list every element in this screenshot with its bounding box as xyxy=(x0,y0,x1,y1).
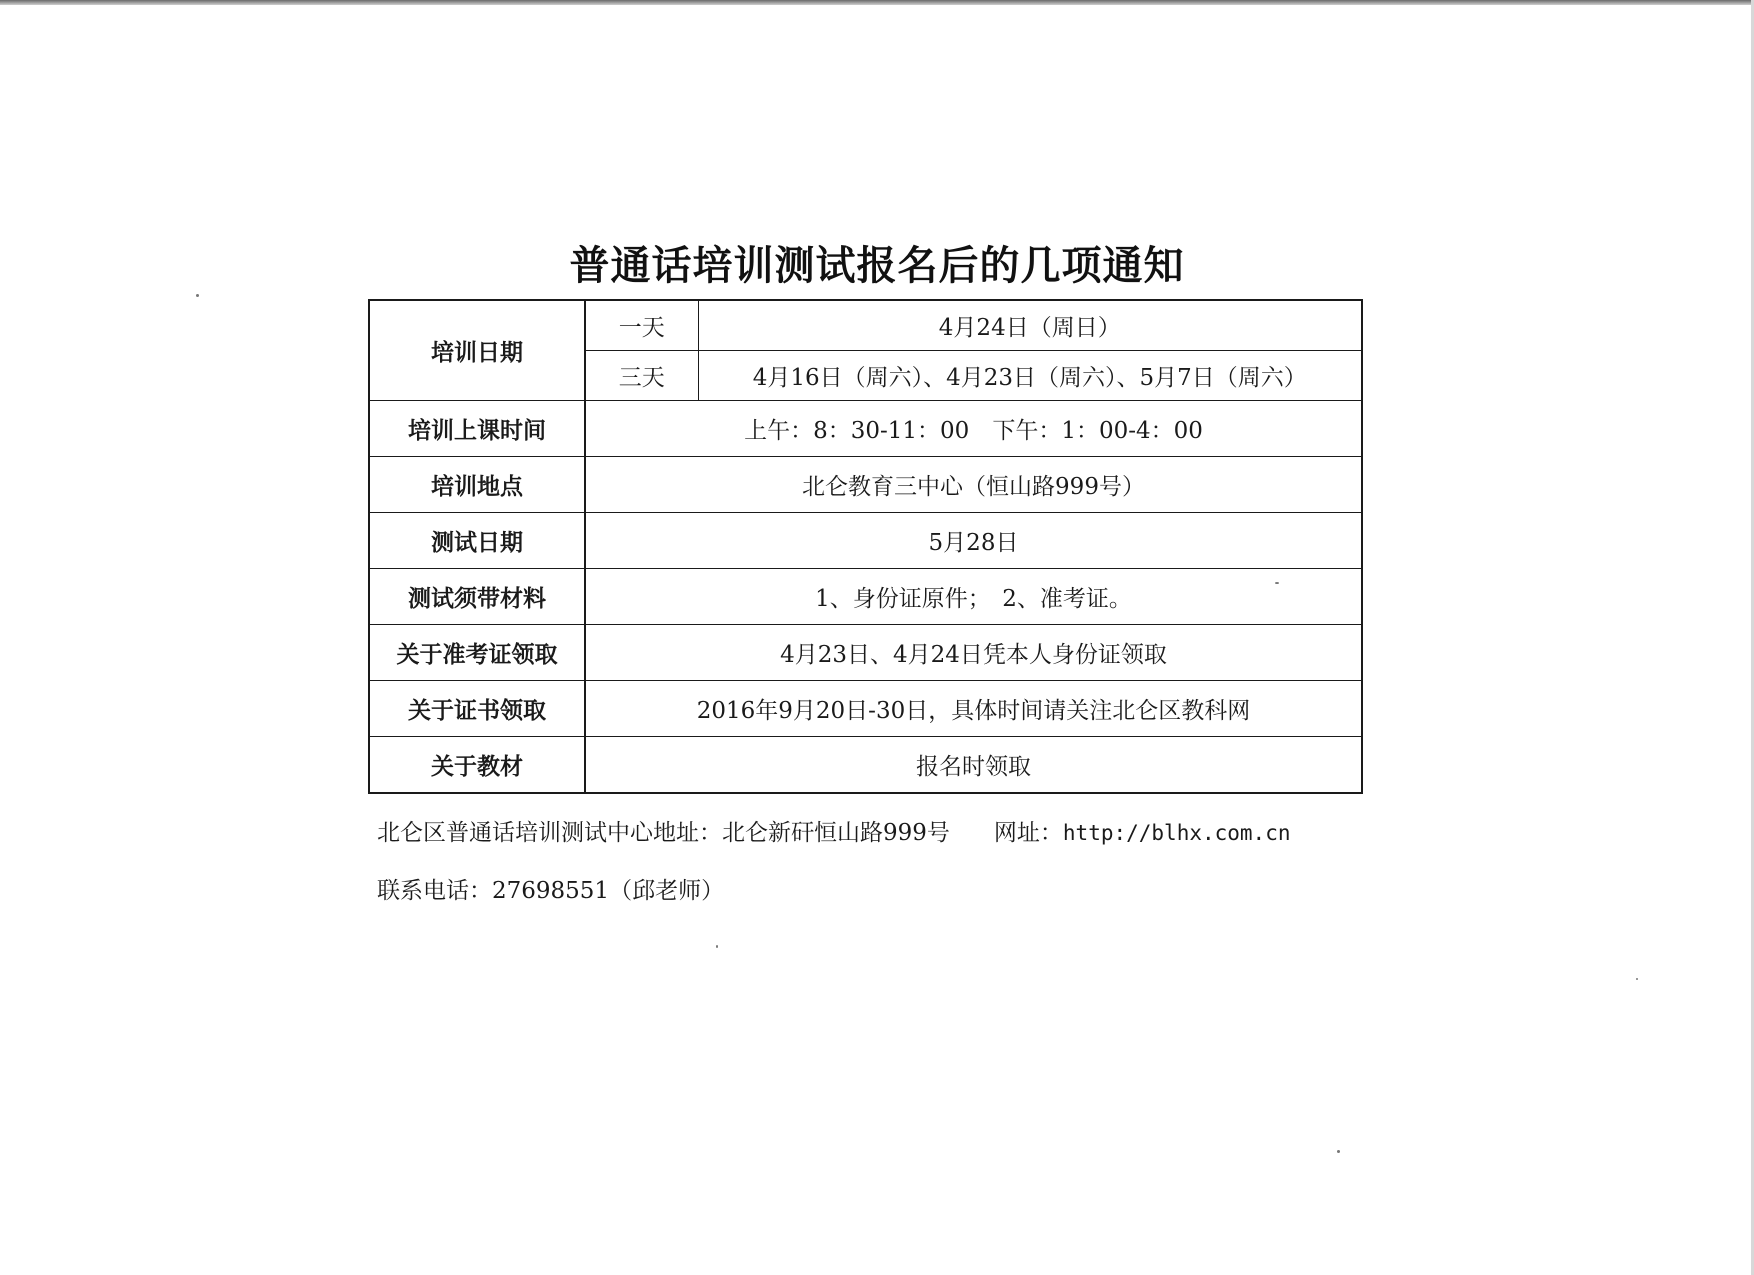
scan-speck xyxy=(1636,978,1638,980)
footer-address-line xyxy=(377,814,1290,847)
textbook-value: 报名时领取 xyxy=(585,737,1362,794)
table-row-training-location xyxy=(369,457,1362,513)
training-date-label: 培训日期 xyxy=(369,300,585,401)
table-row-training-date-1 xyxy=(369,300,1362,351)
test-date-value: 5月28日 xyxy=(585,513,1362,569)
notice-table xyxy=(368,299,1363,794)
test-date-label: 测试日期 xyxy=(369,513,585,569)
test-materials-label: 测试须带材料 xyxy=(369,569,585,625)
center-address: 北仑区普通话培训测试中心地址：北仑新矸恒山路999号 xyxy=(377,820,950,846)
table-row-textbook xyxy=(369,737,1362,794)
training-date-option-three-days: 三天 xyxy=(585,351,698,401)
table-row-test-date xyxy=(369,513,1362,569)
training-location-value: 北仑教育三中心（恒山路999号） xyxy=(585,457,1362,513)
class-time-value: 上午：8：30-11：00 下午：1：00-4：00 xyxy=(585,401,1362,457)
admission-ticket-label: 关于准考证领取 xyxy=(369,625,585,681)
training-location-label: 培训地点 xyxy=(369,457,585,513)
training-date-one-day-value: 4月24日（周日） xyxy=(698,300,1362,351)
scan-speck xyxy=(716,945,718,948)
table-row-class-time xyxy=(369,401,1362,457)
footer-phone: 联系电话：27698551（邱老师） xyxy=(377,878,725,904)
scan-speck xyxy=(1275,582,1279,584)
table-row-admission-ticket xyxy=(369,625,1362,681)
certificate-value: 2016年9月20日-30日，具体时间请关注北仑区教科网 xyxy=(585,681,1362,737)
admission-ticket-value: 4月23日、4月24日凭本人身份证领取 xyxy=(585,625,1362,681)
class-time-label: 培训上课时间 xyxy=(369,401,585,457)
table-row-certificate xyxy=(369,681,1362,737)
test-materials-value: 1、身份证原件； 2、准考证。 xyxy=(585,569,1362,625)
scan-speck xyxy=(1337,1150,1340,1153)
table-row-test-materials xyxy=(369,569,1362,625)
website-link[interactable]: http://blhx.com.cn xyxy=(1062,821,1291,845)
scan-top-edge xyxy=(0,0,1754,5)
certificate-label: 关于证书领取 xyxy=(369,681,585,737)
website-label: 网址： xyxy=(993,820,1063,846)
training-date-option-one-day: 一天 xyxy=(585,300,698,351)
training-date-three-days-value: 4月16日（周六）、4月23日（周六）、5月7日（周六） xyxy=(698,351,1362,401)
textbook-label: 关于教材 xyxy=(369,737,585,794)
notice-title: 普通话培训测试报名后的几项通知 xyxy=(569,243,1185,289)
scan-speck xyxy=(196,294,199,297)
